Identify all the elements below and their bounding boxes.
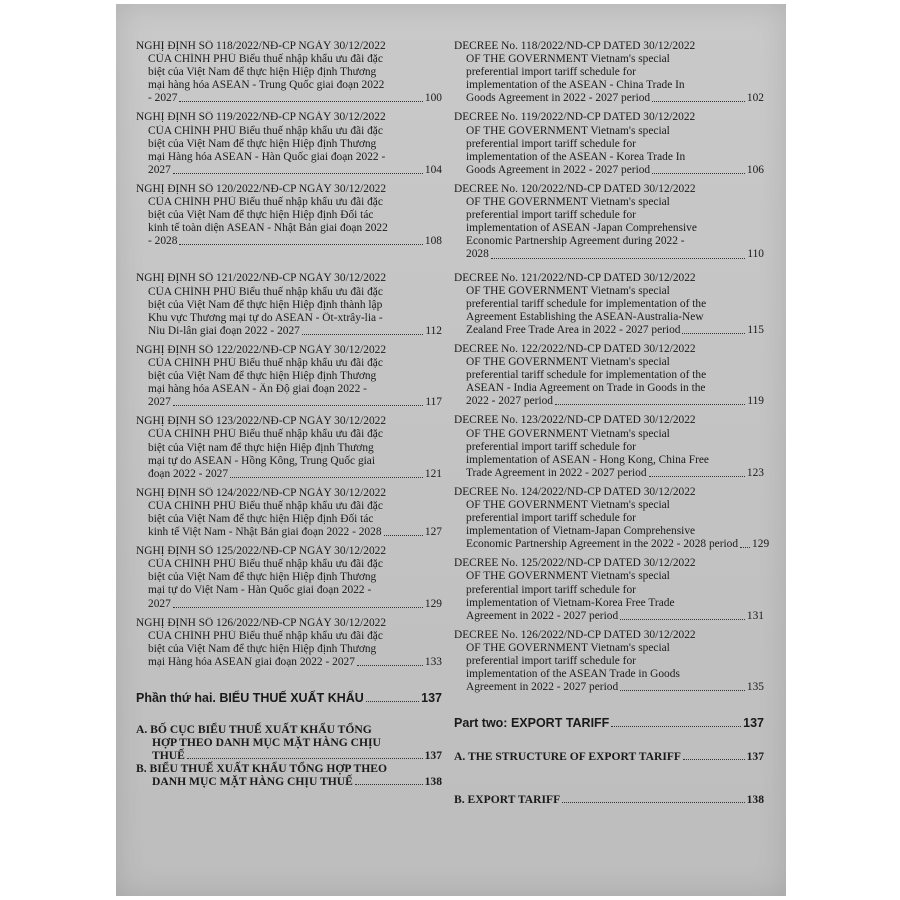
toc-entry-last-line <box>136 656 442 669</box>
toc-entry-line: biệt của Việt Nam để thực hiện Hiệp định Thương <box>148 137 377 150</box>
toc-entry-line: biệt của Việt Nam để thực hiện Hiệp định thành lập <box>148 298 383 311</box>
toc-entry-last-line <box>136 396 442 409</box>
toc-entry-last-line <box>454 395 764 408</box>
toc-entry-line: OF THE GOVERNMENT Vietnam's special <box>466 499 670 511</box>
toc-entry-line: NGHỊ ĐỊNH SỐ 126/2022/NĐ-CP NGÀY 30/12/2022 <box>136 616 387 629</box>
toc-entry-last-line <box>454 681 764 694</box>
toc-entry-last-line <box>454 92 764 105</box>
toc-entry-line: Agreement in 2022 - 2027 period <box>466 609 619 622</box>
toc-column-vietnamese <box>136 40 442 788</box>
book-page <box>116 4 786 896</box>
toc-entry-line: Niu Di-lân giai đoạn 2022 - 2027 <box>148 324 300 337</box>
toc-entry-line: CỦA CHÍNH PHỦ Biểu thuế nhập khẩu ưu đãi đặc <box>148 53 383 66</box>
toc-entry-line: CỦA CHÍNH PHỦ Biểu thuế nhập khẩu ưu đãi đặc <box>148 196 383 209</box>
toc-entry-line: CỦA CHÍNH PHỦ Biểu thuế nhập khẩu ưu đãi đặc <box>148 499 383 512</box>
toc-entry-line: mại tự do ASEAN - Hồng Kông, Trung Quốc giai <box>148 454 376 467</box>
toc-entry-line: NGHỊ ĐỊNH SỐ 120/2022/NĐ-CP NGÀY 30/12/2022 <box>136 182 387 195</box>
toc-entry-line: mại hàng hóa ASEAN - Trung Quốc giai đoạn 2022 <box>148 79 385 92</box>
toc-entry-line: biệt của Việt Nam để thực hiện Hiệp định Thương <box>148 66 377 79</box>
toc-entry-line: OF THE GOVERNMENT Vietnam's special <box>466 196 670 209</box>
toc-entry-line: DECREE No. 123/2022/ND-CP DATED 30/12/2022 <box>454 414 696 427</box>
dot-leader <box>649 476 745 477</box>
toc-entry-last-line <box>454 538 770 551</box>
dot-leader <box>384 535 423 536</box>
page-number: 133 <box>424 655 442 668</box>
section-entry <box>136 762 442 788</box>
toc-entry-line: preferential import tariff schedule for <box>466 209 636 222</box>
toc-entry-last-line <box>136 92 442 105</box>
toc-entry <box>136 183 442 248</box>
toc-entry-last-line <box>454 324 764 337</box>
section-entry-last-line <box>454 793 764 806</box>
part-heading-label: Phần thứ hai. BIỂU THUẾ XUẤT KHẨU <box>136 691 364 706</box>
toc-entry-line: 2027 <box>148 396 171 409</box>
toc-entry-line: NGHỊ ĐỊNH SỐ 125/2022/NĐ-CP NGÀY 30/12/2022 <box>136 545 387 558</box>
dot-leader <box>683 759 745 760</box>
toc-entry-last-line <box>136 598 442 611</box>
toc-entry-last-line <box>136 526 442 539</box>
toc-entry-line: NGHỊ ĐỊNH SỐ 123/2022/NĐ-CP NGÀY 30/12/2022 <box>136 415 387 428</box>
toc-entry-line: mại Hàng hóa ASEAN - Hàn Quốc giai đoạn 2022 - <box>148 150 386 163</box>
dot-leader <box>179 101 422 102</box>
toc-entry-line: 2027 <box>148 163 171 176</box>
page-number: 115 <box>747 323 764 336</box>
toc-entry-line: preferential import tariff schedule for <box>466 66 636 79</box>
part-heading <box>454 716 764 730</box>
toc-entry-last-line <box>454 248 764 261</box>
page-number: 138 <box>746 793 764 807</box>
toc-entry-line: DECREE No. 120/2022/ND-CP DATED 30/12/2022 <box>454 182 696 195</box>
toc-entry-line: mại tự do Việt Nam - Hàn Quốc giai đoạn 2022 - <box>148 584 372 597</box>
toc-entry-line: preferential import tariff schedule for <box>466 655 636 668</box>
toc-entry-line: Agreement Establishing the ASEAN-Australia-New <box>466 310 704 323</box>
part-heading <box>136 691 442 705</box>
toc-entry-line: đoạn 2022 - 2027 <box>148 467 229 480</box>
toc-entry-line: OF THE GOVERNMENT Vietnam's special <box>466 570 670 583</box>
dot-leader <box>491 258 746 259</box>
section-entry-line: B. BIỂU THUẾ XUẤT KHẨU TỔNG HỢP THEO <box>136 762 388 776</box>
page-number: 100 <box>424 92 442 105</box>
toc-entry-line: biệt của Việt Nam để thực hiện Hiệp định Đối tác <box>148 209 374 222</box>
toc-entry-line: implementation of Vietnam-Japan Comprehensive <box>466 525 696 538</box>
toc-entry-line: preferential tariff schedule for implementation of the <box>466 369 707 382</box>
toc-entry <box>454 414 764 479</box>
page-number: 137 <box>421 691 442 706</box>
toc-entry-line: NGHỊ ĐỊNH SỐ 124/2022/NĐ-CP NGÀY 30/12/2022 <box>136 486 387 499</box>
toc-entry-line: Goods Agreement in 2022 - 2027 period <box>466 92 651 105</box>
part-heading-label: Part two: EXPORT TARIFF <box>454 716 610 731</box>
page-number: 110 <box>747 248 764 261</box>
page-number: 135 <box>746 681 764 694</box>
toc-entry <box>136 487 442 539</box>
toc-entry-line: CỦA CHÍNH PHỦ Biểu thuế nhập khẩu ưu đãi đặc <box>148 558 383 571</box>
toc-entry-line: DECREE No. 124/2022/ND-CP DATED 30/12/2022 <box>454 485 696 498</box>
page-number: 104 <box>424 163 442 176</box>
toc-entry-line: kinh tế Việt Nam - Nhật Bản giai đoạn 2022 - 2028 <box>148 526 382 539</box>
toc-entry-line: 2022 - 2027 period <box>466 395 553 408</box>
dot-leader <box>187 758 423 759</box>
toc-entry-last-line <box>454 164 764 177</box>
dot-leader <box>366 701 419 702</box>
toc-entry-line: preferential import tariff schedule for <box>466 440 636 453</box>
page-number: 129 <box>424 597 442 610</box>
toc-entry <box>454 40 764 105</box>
section-entry-last-line <box>136 775 442 788</box>
toc-entry <box>136 272 442 337</box>
toc-entry-last-line <box>454 467 764 480</box>
dot-leader <box>179 244 422 245</box>
page-number: 131 <box>746 609 764 622</box>
toc-entry-line: DECREE No. 126/2022/ND-CP DATED 30/12/2022 <box>454 628 696 641</box>
dot-leader <box>682 333 745 334</box>
section-entry-line: DANH MỤC MẶT HÀNG CHỊU THUẾ <box>152 775 353 789</box>
toc-entry-line: OF THE GOVERNMENT Vietnam's special <box>466 124 670 137</box>
page-number: 137 <box>743 716 764 731</box>
dot-leader <box>652 173 745 174</box>
toc-entry-line: DECREE No. 119/2022/ND-CP DATED 30/12/2022 <box>454 111 696 124</box>
toc-entry <box>454 183 764 262</box>
toc-entry-line: biệt của Việt Nam để thực hiện Hiệp định Đối tác <box>148 513 374 525</box>
toc-entry-line: OF THE GOVERNMENT Vietnam's special <box>466 356 670 369</box>
toc-entry <box>136 617 442 669</box>
dot-leader <box>173 405 424 406</box>
toc-entry-line: kinh tế toàn diện ASEAN - Nhật Bản giai đoạn 2022 <box>148 222 388 235</box>
toc-entry-line: implementation of Vietnam-Korea Free Trade <box>466 596 675 609</box>
page-number: 137 <box>424 749 442 763</box>
toc-entry-line: mại hàng hóa ASEAN - Ấn Độ giai đoạn 2022 - <box>148 383 367 396</box>
toc-entry-line: NGHỊ ĐỊNH SỐ 118/2022/NĐ-CP NGÀY 30/12/2022 <box>136 40 386 52</box>
toc-entry-line: preferential import tariff schedule for <box>466 137 636 150</box>
toc-entry-line: preferential tariff schedule for implementation of the <box>466 297 707 310</box>
dot-leader <box>173 173 423 174</box>
toc-entry-line: NGHỊ ĐỊNH SỐ 122/2022/NĐ-CP NGÀY 30/12/2022 <box>136 343 387 356</box>
toc-entry-line: 2027 <box>148 597 171 610</box>
dot-leader <box>230 477 423 478</box>
section-entry-line: B. EXPORT TARIFF <box>454 793 561 807</box>
page-number: 117 <box>425 396 442 409</box>
toc-entry-line: Khu vực Thương mại tự do ASEAN - Ốt-xtrây-lia - <box>148 311 383 324</box>
toc-entry-line: mại Hàng hóa ASEAN giai đoạn 2022 - 2027 <box>148 655 355 668</box>
toc-entry <box>454 272 764 337</box>
toc-entry-line: NGHỊ ĐỊNH SỐ 121/2022/NĐ-CP NGÀY 30/12/2022 <box>136 272 387 285</box>
toc-column-english <box>454 40 770 807</box>
toc-entry-last-line <box>136 325 442 338</box>
toc-entry-line: CỦA CHÍNH PHỦ Biểu thuế nhập khẩu ưu đãi đặc <box>148 285 383 298</box>
toc-entry-line: biệt của Việt Nam để thực hiện Hiệp định Thương <box>148 642 377 655</box>
toc-entry-line: 2028 <box>466 248 489 261</box>
toc-entry <box>454 485 770 551</box>
toc-entry-last-line <box>454 610 764 623</box>
section-entry <box>454 793 764 806</box>
toc-entry-line: OF THE GOVERNMENT Vietnam's special <box>466 641 670 654</box>
section-entry-line: A. THE STRUCTURE OF EXPORT TARIFF <box>454 750 681 764</box>
toc-entry-line: - 2027 <box>148 92 178 105</box>
toc-entry-line: Zealand Free Trade Area in 2022 - 2027 period <box>466 323 681 336</box>
toc-entry-line: preferential import tariff schedule for <box>466 512 636 525</box>
toc-entry <box>136 40 442 105</box>
dot-leader <box>620 619 745 620</box>
toc-entry-line: OF THE GOVERNMENT Vietnam's special <box>466 53 670 66</box>
toc-entry-line: Economic Partnership Agreement during 2022 - <box>466 235 685 248</box>
toc-entry-line: DECREE No. 118/2022/ND-CP DATED 30/12/2022 <box>454 40 696 52</box>
toc-entry <box>454 557 764 622</box>
page-number: 129 <box>752 538 770 551</box>
dot-leader <box>302 334 423 335</box>
toc-entry-line: implementation of ASEAN - Hong Kong, China Free <box>466 453 709 466</box>
toc-entry-last-line <box>136 164 442 177</box>
page-number: 108 <box>424 235 442 248</box>
toc-entry-line: implementation of ASEAN -Japan Comprehensive <box>466 222 697 235</box>
page-number: 102 <box>746 92 764 105</box>
toc-entry-line: DECREE No. 122/2022/ND-CP DATED 30/12/2022 <box>454 342 696 355</box>
section-entry <box>454 750 764 763</box>
toc-entry-line: OF THE GOVERNMENT Vietnam's special <box>466 284 670 297</box>
dot-leader <box>555 404 745 405</box>
toc-entry-line: CỦA CHÍNH PHỦ Biểu thuế nhập khẩu ưu đãi đặc <box>148 124 383 137</box>
dot-leader <box>611 726 741 727</box>
toc-entry-line: preferential import tariff schedule for <box>466 583 636 596</box>
toc-entry-line: DECREE No. 125/2022/ND-CP DATED 30/12/2022 <box>454 557 696 570</box>
page-number: 127 <box>424 526 442 539</box>
page-number: 112 <box>425 324 442 337</box>
toc-entry-line: implementation of the ASEAN Trade in Goods <box>466 668 680 681</box>
toc-entry <box>136 344 442 409</box>
toc-entry-line: biệt của Việt nam để thực hiện Hiệp định Thương <box>148 441 374 454</box>
page-number: 121 <box>424 467 442 480</box>
dot-leader <box>355 784 423 785</box>
page-number: 137 <box>746 750 764 764</box>
dot-leader <box>740 547 750 548</box>
section-entry-last-line <box>136 749 442 762</box>
toc-entry-line: implementation of the ASEAN - China Trade In <box>466 79 685 92</box>
toc-entry-line: CỦA CHÍNH PHỦ Biểu thuế nhập khẩu ưu đãi đặc <box>148 356 383 369</box>
section-entry-last-line <box>454 750 764 763</box>
dot-leader <box>620 690 745 691</box>
toc-entry <box>454 629 764 694</box>
dot-leader <box>357 665 423 666</box>
page-number: 119 <box>747 395 764 408</box>
page-number: 123 <box>746 466 764 479</box>
toc-entry-line: CỦA CHÍNH PHỦ Biểu thuế nhập khẩu ưu đãi đặc <box>148 629 383 642</box>
dot-leader <box>652 101 745 102</box>
page-number: 106 <box>746 163 764 176</box>
toc-entry <box>136 545 442 610</box>
toc-entry-last-line <box>136 468 442 481</box>
toc-entry-line: biệt của Việt Nam để thực hiện Hiệp định Thương <box>148 571 377 584</box>
toc-entry-line: DECREE No. 121/2022/ND-CP DATED 30/12/2022 <box>454 271 696 284</box>
toc-entry-line: implementation of the ASEAN - Korea Trade In <box>466 150 686 163</box>
toc-entry-line: Goods Agreement in 2022 - 2027 period <box>466 163 651 176</box>
dot-leader <box>562 802 744 803</box>
section-entry-line: HỢP THEO DANH MỤC MẶT HÀNG CHỊU <box>152 736 381 750</box>
toc-entry-line: CỦA CHÍNH PHỦ Biểu thuế nhập khẩu ưu đãi đặc <box>148 428 383 441</box>
section-entry <box>136 723 442 762</box>
toc-entry-line: - 2028 <box>148 235 178 248</box>
section-entry-line: THUẾ <box>152 749 185 763</box>
toc-entry <box>136 415 442 480</box>
spacer <box>136 254 442 272</box>
toc-entry-line: biệt của Việt Nam để thực hiện Hiệp định Thương <box>148 370 377 383</box>
toc-entry-line: Agreement in 2022 - 2027 period <box>466 681 619 694</box>
dot-leader <box>173 607 423 608</box>
toc-entry-line: NGHỊ ĐỊNH SỐ 119/2022/NĐ-CP NGÀY 30/12/2022 <box>136 111 386 124</box>
toc-entry-line: OF THE GOVERNMENT Vietnam's special <box>466 427 670 440</box>
page-number: 138 <box>424 775 442 789</box>
toc-entry-line: Trade Agreement in 2022 - 2027 period <box>466 466 647 479</box>
section-entry-line: A. BỐ CỤC BIỂU THUẾ XUẤT KHẨU TỔNG <box>136 723 372 737</box>
toc-entry <box>454 111 764 176</box>
toc-entry <box>454 343 764 408</box>
toc-entry-last-line <box>136 235 442 248</box>
toc-entry <box>136 111 442 176</box>
toc-entry-line: Economic Partnership Agreement in the 2022 - 2028 period <box>466 538 739 551</box>
toc-entry-line: ASEAN - India Agreement on Trade in Goods in the <box>466 382 706 395</box>
